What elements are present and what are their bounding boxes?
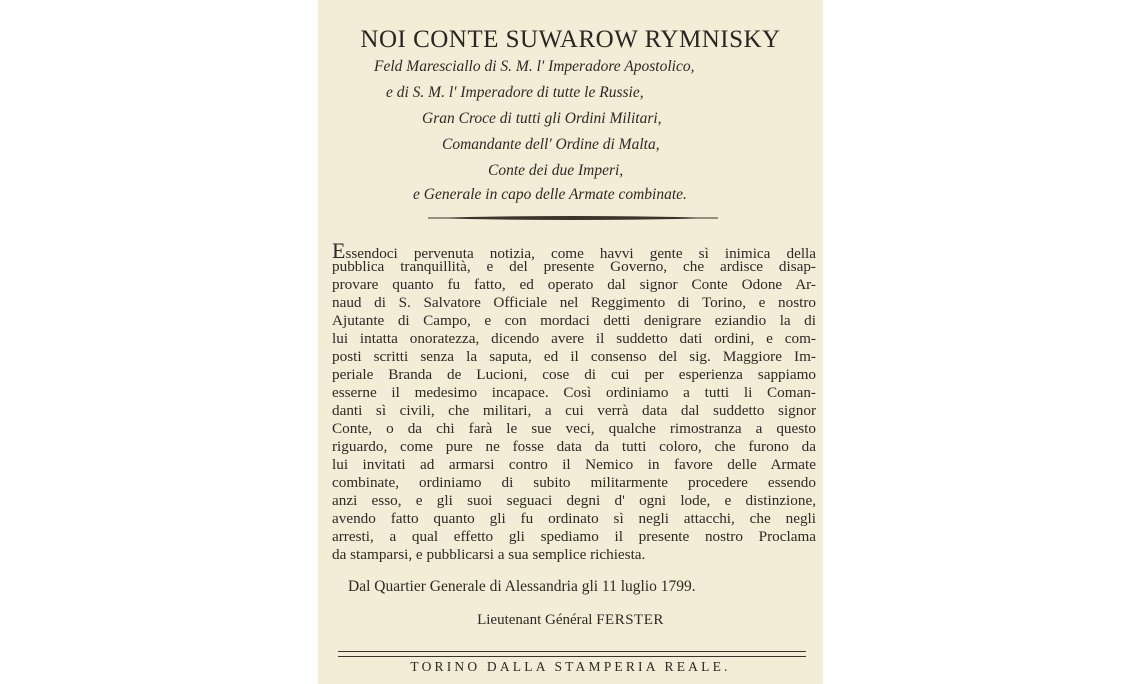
title-line: Feld Maresciallo di S. M. l' Imperadore Apostolico,: [374, 58, 695, 75]
body-line: danti sì civili, che militari, a cui verrà data dal suddetto signor: [332, 402, 816, 419]
body-line: arresti, a qual effetto gli spediamo il presente nostro Proclama: [332, 528, 816, 545]
body-line: provare quanto fu fatto, ed operato dal signor Conte Odone Ar-: [332, 276, 816, 293]
body-line-text: ssendoci pervenuta notizia, come havvi gente sì inimica della: [345, 245, 816, 262]
body-line: pubblica tranquillità, e del presente Governo, che ardisce disap-: [332, 258, 816, 275]
title-line: Gran Croce di tutti gli Ordini Militari,: [422, 110, 662, 127]
body-line: riguardo, come pure ne fosse data da tutti coloro, che furono da: [332, 438, 816, 455]
ornamental-rule: [428, 213, 718, 223]
signature-prefix: Lieutenant Général: [477, 612, 597, 628]
signature: [318, 612, 823, 629]
footer-rule: [338, 651, 806, 657]
printer-imprint: TORINO DALLA STAMPERIA REALE.: [410, 659, 731, 674]
drop-cap: E: [332, 238, 346, 263]
body-line: da stamparsi, e pubblicarsi a sua semplice richiesta.: [332, 546, 646, 563]
signature-name: FERSTER: [596, 612, 664, 628]
title-line: Comandante dell' Ordine di Malta,: [442, 136, 660, 153]
body-line: anzi esso, e gli suoi seguaci degni d' ogni lode, e distinzione,: [332, 492, 816, 509]
body-line: posti scritti senza la saputa, ed il consenso del sig. Maggiore Im-: [332, 348, 816, 365]
body-line: lui invitati ad armarsi contro il Nemico in favore delle Armate: [332, 456, 816, 473]
body-line: Conte, o da chi farà le sue veci, qualche rimostranza a questo: [332, 420, 816, 437]
body-line: periale Branda de Lucioni, cose di cui per esperienza sappiamo: [332, 366, 816, 383]
body-line: Ajutante di Campo, e con mordaci detti denigrare eziandio la di: [332, 312, 816, 329]
proclamation-title: NOI CONTE SUWAROW RYMNISKY: [360, 26, 781, 53]
title-line: e Generale in capo delle Armate combinate.: [413, 186, 687, 203]
body-line: combinate, ordiniamo di subito militarmente procedere essendo: [332, 474, 816, 491]
title-line: Conte dei due Imperi,: [488, 162, 624, 179]
proclamation-page: [318, 0, 823, 684]
body-line: esserne il medesimo incapace. Così ordiniamo a tutti li Coman-: [332, 384, 816, 401]
body-line: avendo fatto quanto gli fu ordinato sì negli attacchi, che negli: [332, 510, 816, 527]
dateline: Dal Quartier Generale di Alessandria gli 11 luglio 1799.: [348, 578, 696, 595]
body-line: naud di S. Salvatore Officiale nel Reggimento di Torino, e nostro: [332, 294, 816, 311]
body-line: lui intatta onoratezza, dicendo avere il suddetto dati ordini, e com-: [332, 330, 816, 347]
title-line: e di S. M. l' Imperadore di tutte le Russie,: [386, 84, 644, 101]
